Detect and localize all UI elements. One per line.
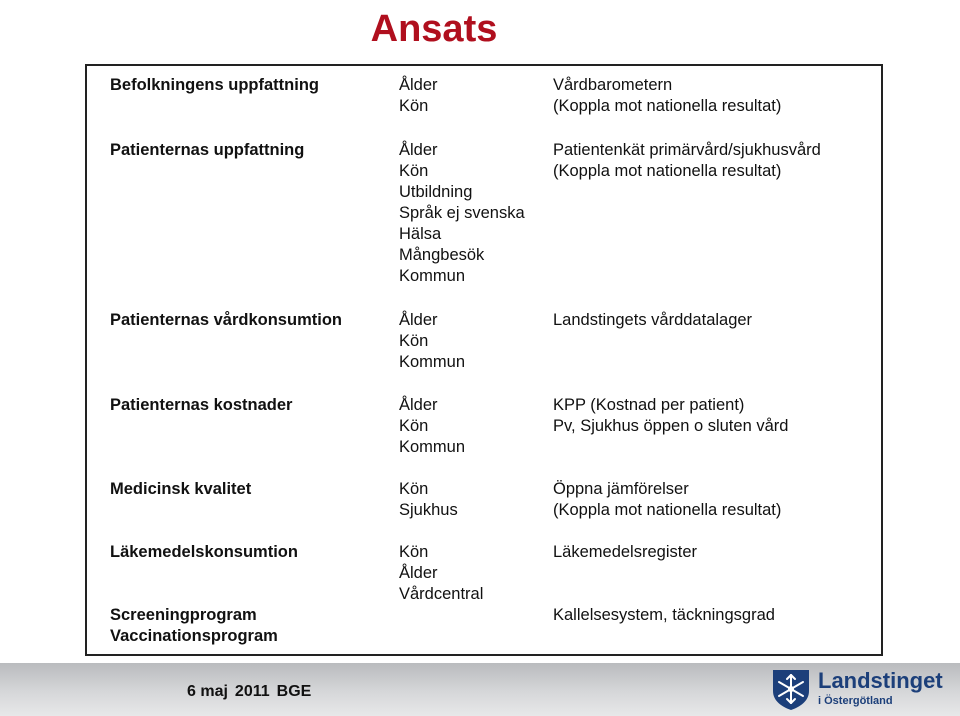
variables-line: Mångbesök (399, 246, 485, 264)
source-line: Öppna jämförelser (553, 480, 689, 498)
source-line: Patientenkät primärvård/sjukhusvård (553, 141, 821, 159)
source-line: (Koppla mot nationella resultat) (553, 162, 782, 180)
variables-line: Ålder (399, 141, 438, 159)
measure-line: Screeningprogram (110, 606, 257, 624)
variables-line: Kön (399, 480, 429, 498)
row-7-measure (110, 605, 278, 647)
variables-line: Kön (399, 417, 429, 435)
variables-line: Kön (399, 543, 429, 561)
measure-line: Patienternas vårdkonsumtion (110, 311, 342, 329)
row-3-measure (110, 310, 342, 331)
variables-line: Kommun (399, 267, 466, 285)
row-2-measure (110, 140, 304, 161)
row-6-measure (110, 542, 298, 563)
row-4-variables (399, 395, 465, 458)
row-6-variables (399, 542, 483, 605)
variables-line: Ålder (399, 311, 438, 329)
variables-line: Ålder (399, 76, 438, 94)
source-line: Pv, Sjukhus öppen o sluten vård (553, 417, 789, 435)
variables-line: Ålder (399, 564, 438, 582)
row-4-source (553, 395, 788, 437)
footer-date-day: 6 maj (187, 683, 228, 700)
variables-line: Sjukhus (399, 501, 458, 519)
logo-name: Landstinget (818, 668, 943, 693)
variables-line: Kön (399, 162, 429, 180)
logo-subtitle: i Östergötland (818, 695, 893, 707)
row-3-source (553, 310, 752, 331)
variables-line: Kön (399, 97, 429, 115)
snowflake-emblem-icon (770, 667, 812, 711)
variables-line: Kön (399, 332, 429, 350)
footer-date (187, 683, 318, 701)
measure-line: Läkemedelskonsumtion (110, 543, 298, 561)
row-1-source (553, 75, 781, 117)
page-title: Ansats (370, 8, 498, 50)
footer-bar (0, 663, 960, 716)
source-line: Landstingets vårddatalager (553, 311, 753, 329)
row-5-source (553, 479, 781, 521)
measure-line: Vaccinationsprogram (110, 627, 278, 645)
source-line: KPP (Kostnad per patient) (553, 396, 745, 414)
row-6-source (553, 542, 697, 563)
measure-line: Patienternas uppfattning (110, 141, 305, 159)
source-line: Läkemedelsregister (553, 543, 697, 561)
measure-line: Medicinsk kvalitet (110, 480, 252, 498)
measure-line: Patienternas kostnader (110, 396, 293, 414)
row-7-source (553, 605, 775, 626)
row-1-measure (110, 75, 319, 96)
footer-date-year: 2011 (234, 683, 270, 700)
source-line: Kallelsesystem, täckningsgrad (553, 606, 775, 624)
footer-date-author: BGE (276, 683, 312, 700)
source-line: (Koppla mot nationella resultat) (553, 501, 782, 519)
variables-line: Utbildning (399, 183, 473, 201)
landstinget-logo (770, 667, 945, 713)
variables-line: Vårdcentral (399, 585, 484, 603)
row-3-variables (399, 310, 465, 373)
measure-line: Befolkningens uppfattning (110, 76, 319, 94)
variables-line: Kommun (399, 353, 466, 371)
source-line: Vårdbarometern (553, 76, 673, 94)
row-4-measure (110, 395, 292, 416)
row-2-variables (399, 140, 525, 287)
variables-line: Kommun (399, 438, 466, 456)
row-5-variables (399, 479, 458, 521)
variables-line: Språk ej svenska (399, 204, 525, 222)
row-2-source (553, 140, 821, 182)
row-5-measure (110, 479, 251, 500)
variables-line: Hälsa (399, 225, 442, 243)
source-line: (Koppla mot nationella resultat) (553, 97, 782, 115)
row-1-variables (399, 75, 438, 117)
variables-line: Ålder (399, 396, 438, 414)
